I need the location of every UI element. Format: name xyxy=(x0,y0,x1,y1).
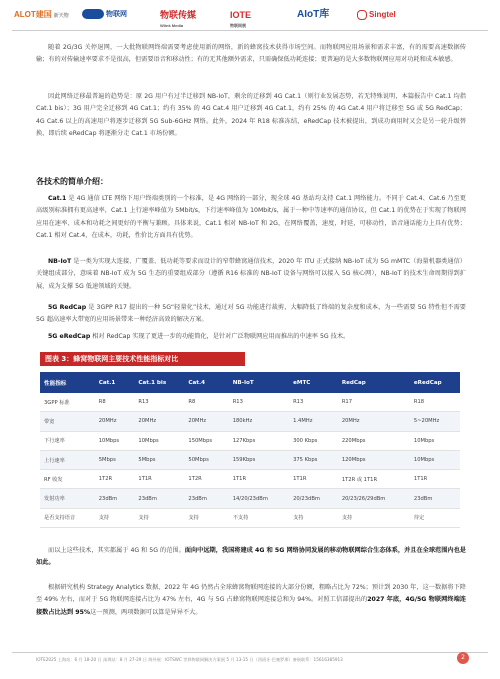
table-cell: 1T1R xyxy=(134,470,184,489)
section-heading: 各技术的简单介绍： xyxy=(36,177,108,186)
table-cell: 159Kbps xyxy=(229,450,289,469)
table-cell: R13 xyxy=(289,393,338,412)
table-cell: 待定 xyxy=(410,508,460,527)
table-cell: 发射功率 xyxy=(40,489,95,508)
table-cell: 14/20/23dBm xyxy=(229,489,289,508)
table-cell: 1T2R 或 1T1R xyxy=(338,470,410,489)
table-cell: 220Mbps xyxy=(338,431,410,450)
logo-5: AIoT库 xyxy=(297,9,330,20)
paragraph-statistics: 根据研究机构 Strategy Analytics 数据，2022 年 4G 仍然占全球蜂窝物联网连接的大部分份额，粗略占比为 72%；预计到 2030 年，这一数据将下降至 49% 左右，而对于 5G 物联网连接占比为 47% 左右，4G 与 5G 占蜂窝物联网连接总和为 94%。对照工信部提出的2027 年底，4G/5G 物联网终端连接数占比达到 95%这一预测，两项数据可以算是异异不大。 xyxy=(36,584,466,616)
table-cell: 3GPP 标准 xyxy=(40,393,95,412)
table-cell: R8 xyxy=(95,393,135,412)
table-cell: 23dBm xyxy=(184,489,228,508)
table-cell: 支持 xyxy=(338,508,410,527)
logo-2: 物联网 xyxy=(82,6,127,24)
table-cell: 127Kbps xyxy=(229,431,289,450)
table-cell: 5~20MHz xyxy=(410,412,460,431)
table-row xyxy=(40,412,460,431)
paragraph-cat1: Cat.1 是 4G 通信 LTE 网络下用户终端类别的一个标准，是 4G 网络的一部分，现全球 4G 基站均支持 Cat.1 网络能力。不同于 Cat.4、Cat.6 乃至更高级别标准拥有更高速率，Cat.1 上行速率峰值为 5Mbit/s，下行速率峰值为 10Mbit/s，属于一种中等速率的通信协议，但 Cat.1 的优势在于实现了物联网应用在速率、成本和功耗之间更好的平衡与兼顾。具体来说，Cat.1 相对 NB-IoT 和 2G，在网络覆盖，速度，时延，可移动性，语音通话能力上具有优势；Cat.1 相对 Cat.4，在成本，功耗，性价比方面具有优势。 xyxy=(36,195,466,239)
term-redcap: 5G RedCap xyxy=(48,304,87,311)
table-header-cell: Cat.1 bis xyxy=(134,372,184,393)
table-cell: 1T1R xyxy=(289,470,338,489)
header-divider xyxy=(12,30,488,31)
table-cell: 375 Kbps xyxy=(289,450,338,469)
footer-text: IOTE2025 上海站：6 月 18-20 日 深圳站：8 月 27-29 日 海外展：IOTSWC 世界物联网解决方案展 5 月 13-15 日（西班牙·巴塞罗那）参展联系：15616385913 xyxy=(36,657,343,662)
table-cell: 1T1R xyxy=(410,470,460,489)
table-row xyxy=(40,393,460,412)
term-nbiot: NB-IoT xyxy=(48,258,72,265)
table-cell: 是否支持语音 xyxy=(40,508,95,527)
table-cell: 20MHz xyxy=(338,412,410,431)
table-row xyxy=(40,508,460,527)
table-cell: 300 Kbps xyxy=(289,431,338,450)
logo-4: IOTE 物联网展 xyxy=(230,10,252,28)
table-cell: 150Mbps xyxy=(184,431,228,450)
term-cat1: Cat.1 xyxy=(48,195,67,202)
table-cell: 10Mbps xyxy=(134,431,184,450)
table-cell: 支持 xyxy=(95,508,135,527)
table-header-row xyxy=(40,372,460,393)
table-cell: 10Mbps xyxy=(95,431,135,450)
table-cell: 1T2R xyxy=(95,470,135,489)
table-cell: 180kHz xyxy=(229,412,289,431)
table-cell: 10Mbps xyxy=(410,450,460,469)
table-header-cell: eRedCap xyxy=(410,372,460,393)
table-cell: 23dBm xyxy=(95,489,135,508)
table-cell: R18 xyxy=(410,393,460,412)
table-header-cell: Cat.1 xyxy=(95,372,135,393)
paragraph-summary: 而以上这些技术，其实都属于 4G 和 5G 的范围。面向中远期，我国将建成 4G 和 5G 网络协同发展的移动物联网综合生态体系，并且在全球范围内也是如此。 xyxy=(36,547,466,567)
table-cell: 50Mbps xyxy=(184,450,228,469)
paragraph-nbiot: NB-IoT 是一类为实现大连接、广覆盖、低功耗等要求而设计的窄带蜂窝通信技术，2020 年 ITU 正式接纳 NB-IoT 成为 5G mMTC（海量机器类通信）关键组成部分，意味着 NB-IoT 成为 5G 生态的重要组成部分（遵循 R16 标准的 NB-IoT 设备与网络可以接入 5G 核心网），NB-IoT 的技术生命周期得到扩展，成为支撑 5G 低速领域的关键。 xyxy=(36,258,466,290)
table-cell: 5Mbps xyxy=(134,450,184,469)
logo-1: ALOT建国 新天物 xyxy=(14,10,69,19)
tech-comparison-table xyxy=(40,372,460,528)
table-cell: 120Mbps xyxy=(338,450,410,469)
term-eredcap: 5G eRedCap xyxy=(48,333,91,340)
table-cell: 下行速率 xyxy=(40,431,95,450)
table-cell: R13 xyxy=(134,393,184,412)
figure-title: 图表 3：蜂窝物联网主要技术性能指标对比 xyxy=(40,352,245,366)
table-cell: R17 xyxy=(338,393,410,412)
logo-3: 物联传媒 Wlink Media xyxy=(160,10,197,28)
table-cell: R13 xyxy=(229,393,289,412)
table-cell: R8 xyxy=(184,393,228,412)
table-row xyxy=(40,489,460,508)
table-cell: RF 收发 xyxy=(40,470,95,489)
table-cell: 23dBm xyxy=(410,489,460,508)
paragraph-redcap: 5G RedCap 是 3GPP R17 提出的一种 5G“轻量化”技术，通过对 5G 功能进行裁剪，大幅降低了终端的复杂度和成本，为一些需要 5G 特性但不需要 5G 超高速率大带宽的应用场景带来一种经济高效的解决方案。 xyxy=(36,304,466,324)
table-row xyxy=(40,431,460,450)
footer-divider xyxy=(12,652,488,653)
header-logo-bar xyxy=(0,0,500,30)
table-cell: 不支持 xyxy=(229,508,289,527)
table-cell: 1.4MHz xyxy=(289,412,338,431)
table-header-cell: Cat.4 xyxy=(184,372,228,393)
table-cell: 1T2R xyxy=(184,470,228,489)
table-cell: 带宽 xyxy=(40,412,95,431)
table-cell: 23dBm xyxy=(134,489,184,508)
paragraph-eredcap: 5G eRedCap 相对 RedCap 实现了更进一步的功能简化，是针对广泛物联网应用而推出的中速率 5G 技术。 xyxy=(48,333,350,340)
table-header-cell: 性能指标 xyxy=(40,372,95,393)
table-row xyxy=(40,470,460,489)
table-cell: 支持 xyxy=(134,508,184,527)
table-cell: 20MHz xyxy=(184,412,228,431)
page-number: 2 xyxy=(457,652,469,664)
table-row xyxy=(40,450,460,469)
table-cell: 支持 xyxy=(289,508,338,527)
table-cell: 20MHz xyxy=(95,412,135,431)
table-cell: 1T1R xyxy=(229,470,289,489)
table-header-cell: NB-IoT xyxy=(229,372,289,393)
logo-6: Singtel xyxy=(357,6,396,24)
table-header-cell: eMTC xyxy=(289,372,338,393)
table-cell: 上行速率 xyxy=(40,450,95,469)
table-cell: 支持 xyxy=(184,508,228,527)
paragraph-1: 随着 2G/3G 关停退网，一大批物联网终端需要考虑使用新的网络，新的蜂窝技术获得市场空间。而物联网应用场景和需求丰富，有的需要高速数据传输；有的对传输速率要求不是很高，但需要语音和移动性；有的无其他额外需求，只需确保低功耗连接；更普遍的是大多数物联网应用对功耗和成本敏感。 xyxy=(36,44,466,64)
table-cell: 20MHz xyxy=(134,412,184,431)
table-cell: 20/23/26/29dBm xyxy=(338,489,410,508)
table-cell: 10Mbps xyxy=(410,431,460,450)
table-cell: 5Mbps xyxy=(95,450,135,469)
paragraph-2: 因此网络迁移最普遍的趋势是：原 2G 用户有过半迁移到 NB-IoT，剩余的迁移到 4G Cat.1（则行业发展态势，若无特殊说明，本篇报告中 Cat.1 均指 Cat.1 bis）；3G 用户完全迁移到 4G Cat.1；约有 35% 的 4G Cat.4 用户迁移到 4G Cat.1，约有 25% 的 4G Cat.4 用户将迁移至 5G 或 5G RedCap；4G Cat.6 以上的高速用户将逐步迁移到 5G Sub-6GHz 网络。此外，2024 年 R18 标准冻结，eRedCap 技术被提出，到成功商用时又会是另一轮升级替换，即后续 eRedCap 将逐渐分走 Cat.1 市场份额。 xyxy=(36,93,466,137)
table-cell: 20/23dBm xyxy=(289,489,338,508)
table-header-cell: RedCap xyxy=(338,372,410,393)
